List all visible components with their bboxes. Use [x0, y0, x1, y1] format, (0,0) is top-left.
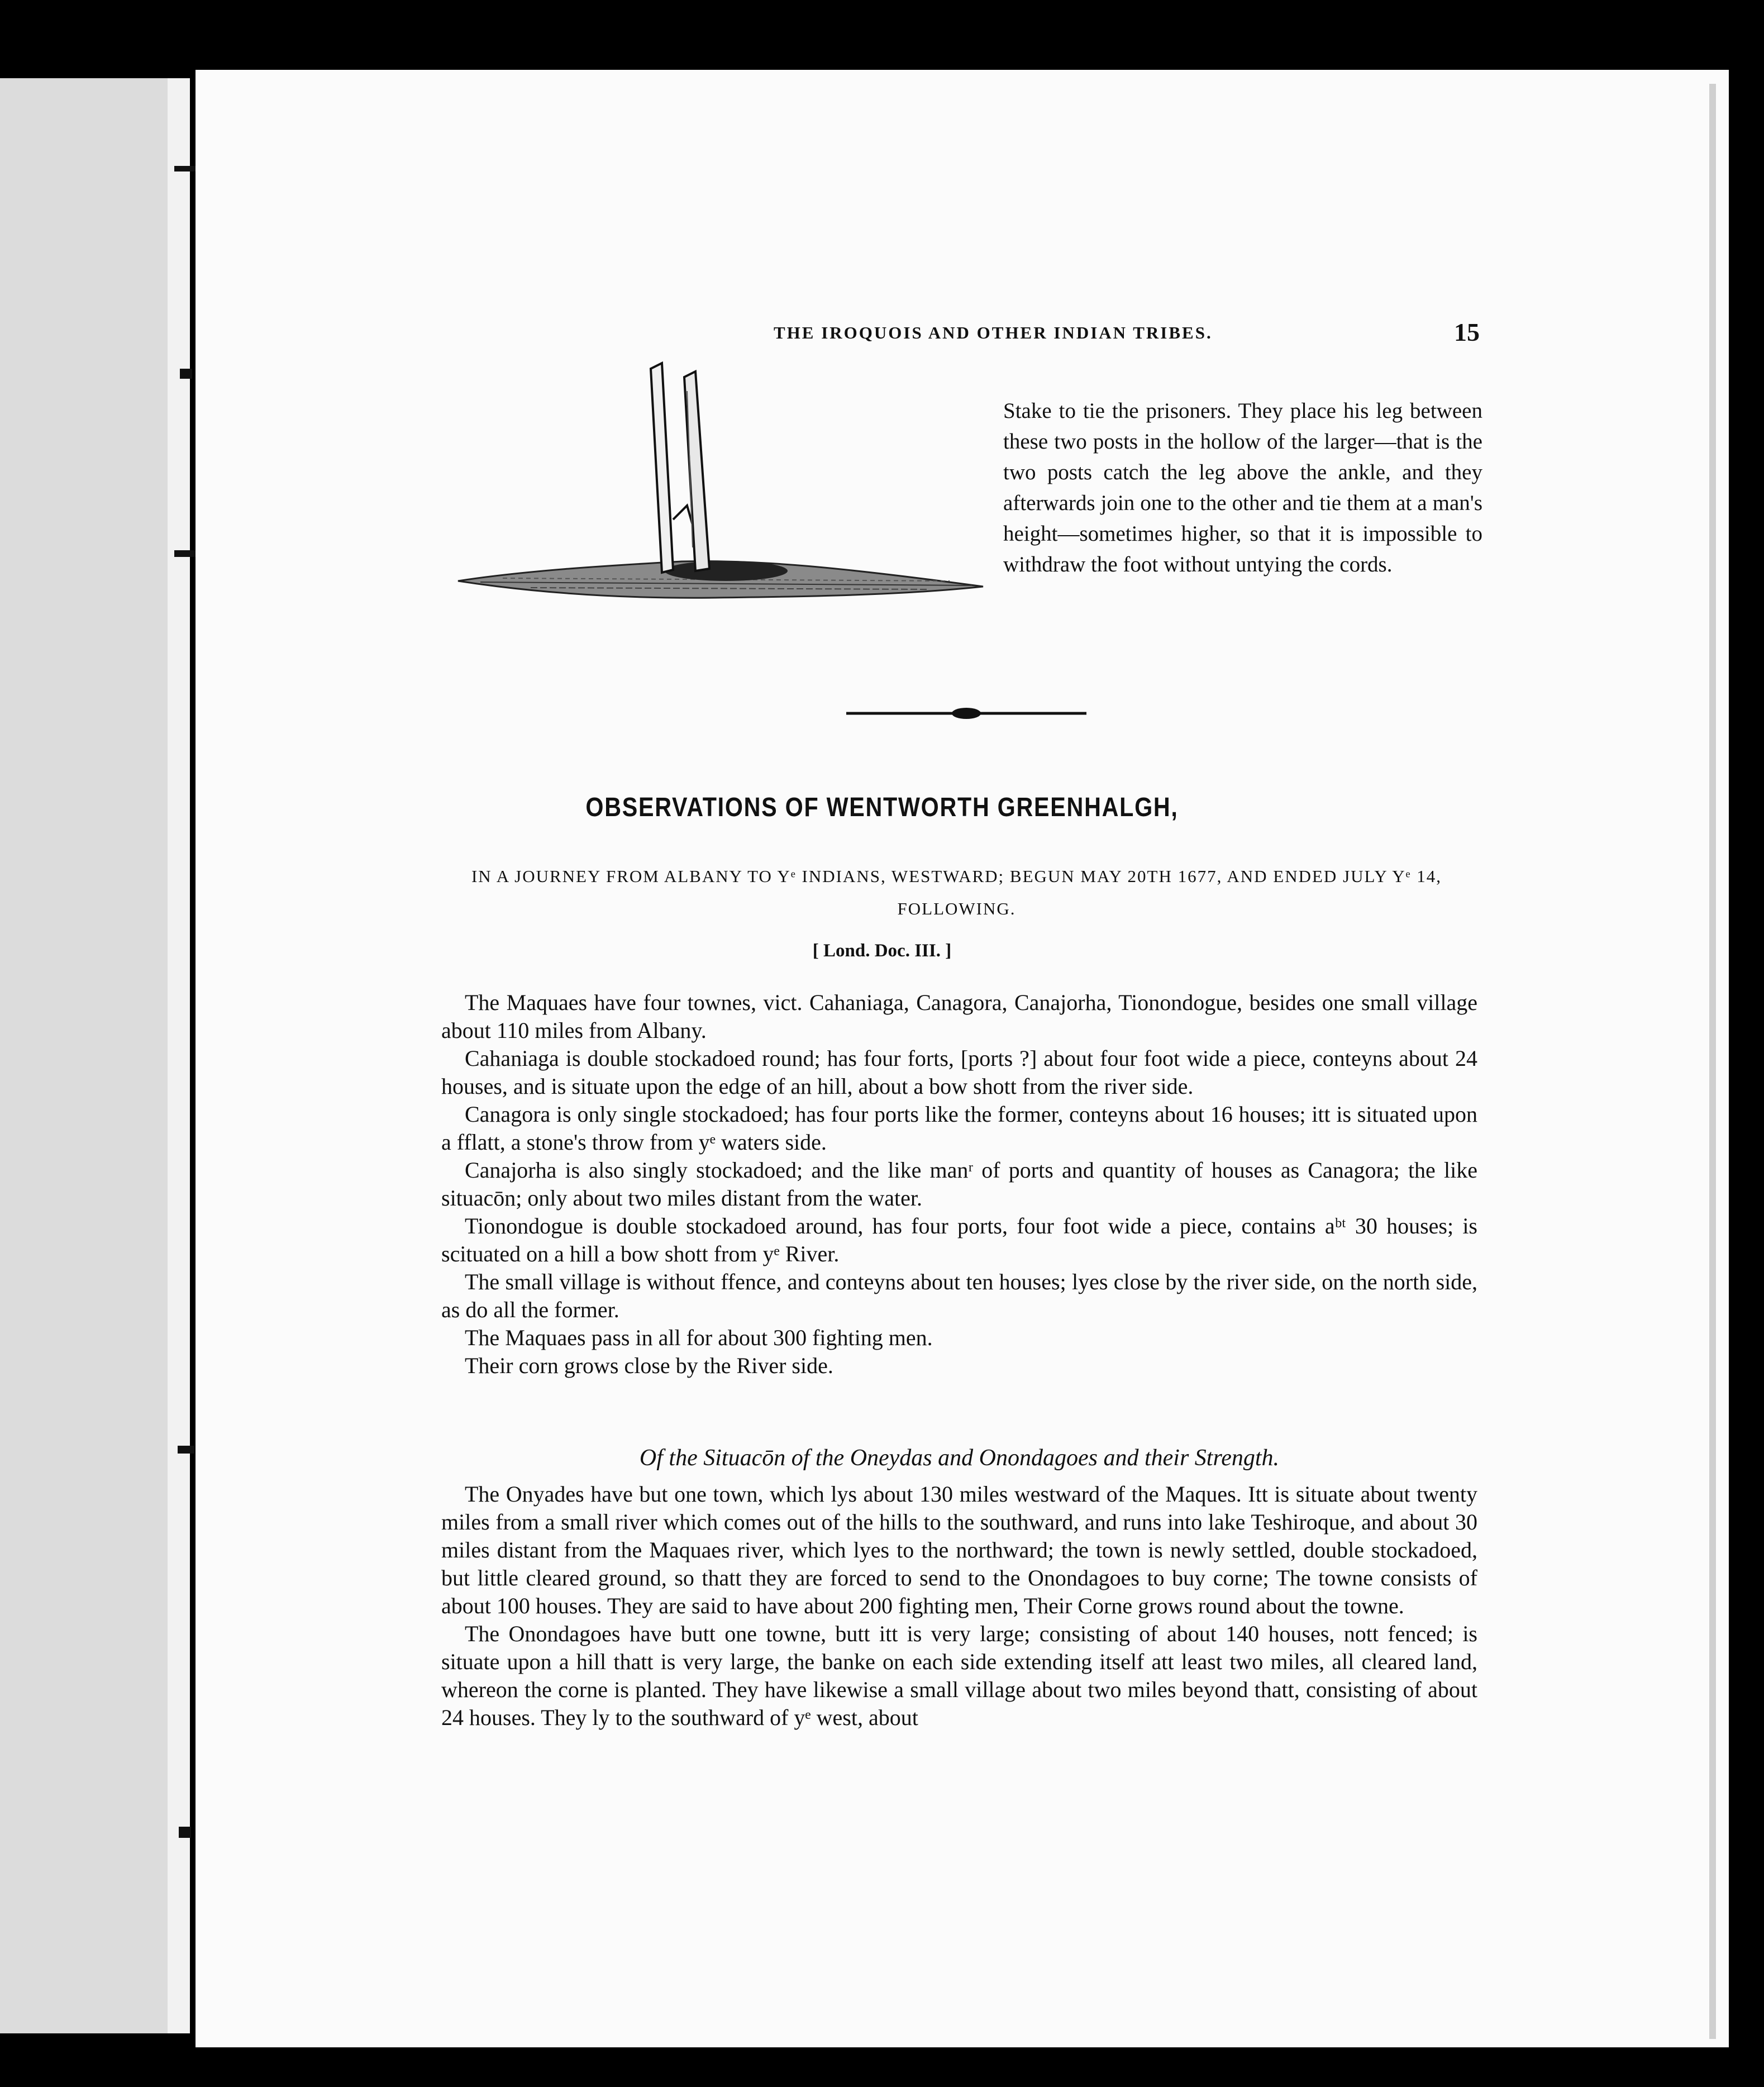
source-reference: [ Lond. Doc. III. ] [812, 941, 952, 961]
section-divider [846, 705, 1086, 722]
paragraph: The Maquaes have four townes, vict. Cahaniaga, Canagora, Canajorha, Tionondogue, besides one small village about 110 miles from Albany. [441, 990, 1477, 1043]
paragraph: The Onondagoes have butt one towne, butt itt is very large; consisting of about 140 houses, nott fenced; is situate upon a hill thatt is very large, the banke on each side extending itself att least two miles, all cleared land, whereon the corne is planted. They have likewise a small village about two miles beyond thatt, consisting of about 24 houses. They ly to the southward of yᵉ west, about [441, 1621, 1477, 1730]
running-head: THE IROQUOIS AND OTHER INDIAN TRIBES. [774, 323, 1213, 342]
binding-mark [174, 166, 197, 171]
paragraph: Their corn grows close by the River side. [465, 1353, 833, 1378]
section-heading: Of the Situacōn of the Oneydas and Onondagoes and their Strength. [639, 1445, 1280, 1471]
paragraph: The Onyades have but one town, which lys about 130 miles westward of the Maques. Itt is situate about twenty miles from a small river which comes out of the hills to the southward, and runs into lake Teshiroque, and about 30 miles distant from the Maquaes river, which lyes to the northward; the town is newly settled, double stockadoed, but little cleared ground, so thatt they are forced to send to the Onondagoes to buy corne; The towne consists of about 100 houses. They are said to have about 200 fighting men, Their Corne grows round about the towne. [441, 1481, 1477, 1618]
paragraph: Canagora is only single stockadoed; has four ports like the former, conteyns about 16 houses; itt is situated upon a fflatt, a stone's throw from yᵉ waters side. [441, 1102, 1477, 1155]
paragraph: Tionondogue is double stockadoed around, has four ports, four foot wide a piece, contains aᵇᵗ 30 houses; is scituated on a hill a bow shott from yᵉ River. [441, 1213, 1477, 1266]
binding-mark [174, 550, 197, 557]
figure-caption: Stake to tie the prisoners. They place his leg between these two posts in the hollow of the larger—that is the two posts catch the leg above the ankle, and they afterwards join one to the other and tie them at a man's height—sometimes higher, so that it is impossible to withdraw the foot without untying the cords. [1003, 399, 1482, 576]
facing-page [0, 78, 184, 2033]
page-edge [1709, 84, 1716, 2039]
page-number: 15 [1454, 318, 1480, 346]
paragraph: Canajorha is also singly stockadoed; and the like manʳ of ports and quantity of houses as Canagora; the like situacōn; only about two miles distant from the water. [441, 1157, 1477, 1211]
paragraph: The small village is without ffence, and conteyns about ten houses; lyes close by the river side, on the north side, as do all the former. [441, 1269, 1477, 1322]
document-subtitle: IN A JOURNEY FROM ALBANY TO Yᵉ INDIANS, WESTWARD; BEGUN MAY 20TH 1677, AND ENDED JULY Yᵉ 14, FOLLOWING. [471, 866, 1442, 918]
paragraph: Cahaniaga is double stockadoed round; has four forts, [ports ?] about four foot wide a piece, conteyns about 24 houses, and is situate upon the edge of an hill, about a bow shott from the river side. [441, 1046, 1477, 1099]
binding-mark [180, 369, 192, 379]
body-text-oneydas [441, 1480, 1477, 1732]
body-text-maquaes [441, 989, 1477, 1380]
paragraph: The Maquaes pass in all for about 300 fighting men. [465, 1325, 933, 1350]
stake-illustration [447, 358, 989, 614]
binding-mark [178, 1446, 194, 1454]
document-title: OBSERVATIONS OF WENTWORTH GREENHALGH, [585, 793, 1179, 822]
binding-mark [179, 1827, 191, 1838]
